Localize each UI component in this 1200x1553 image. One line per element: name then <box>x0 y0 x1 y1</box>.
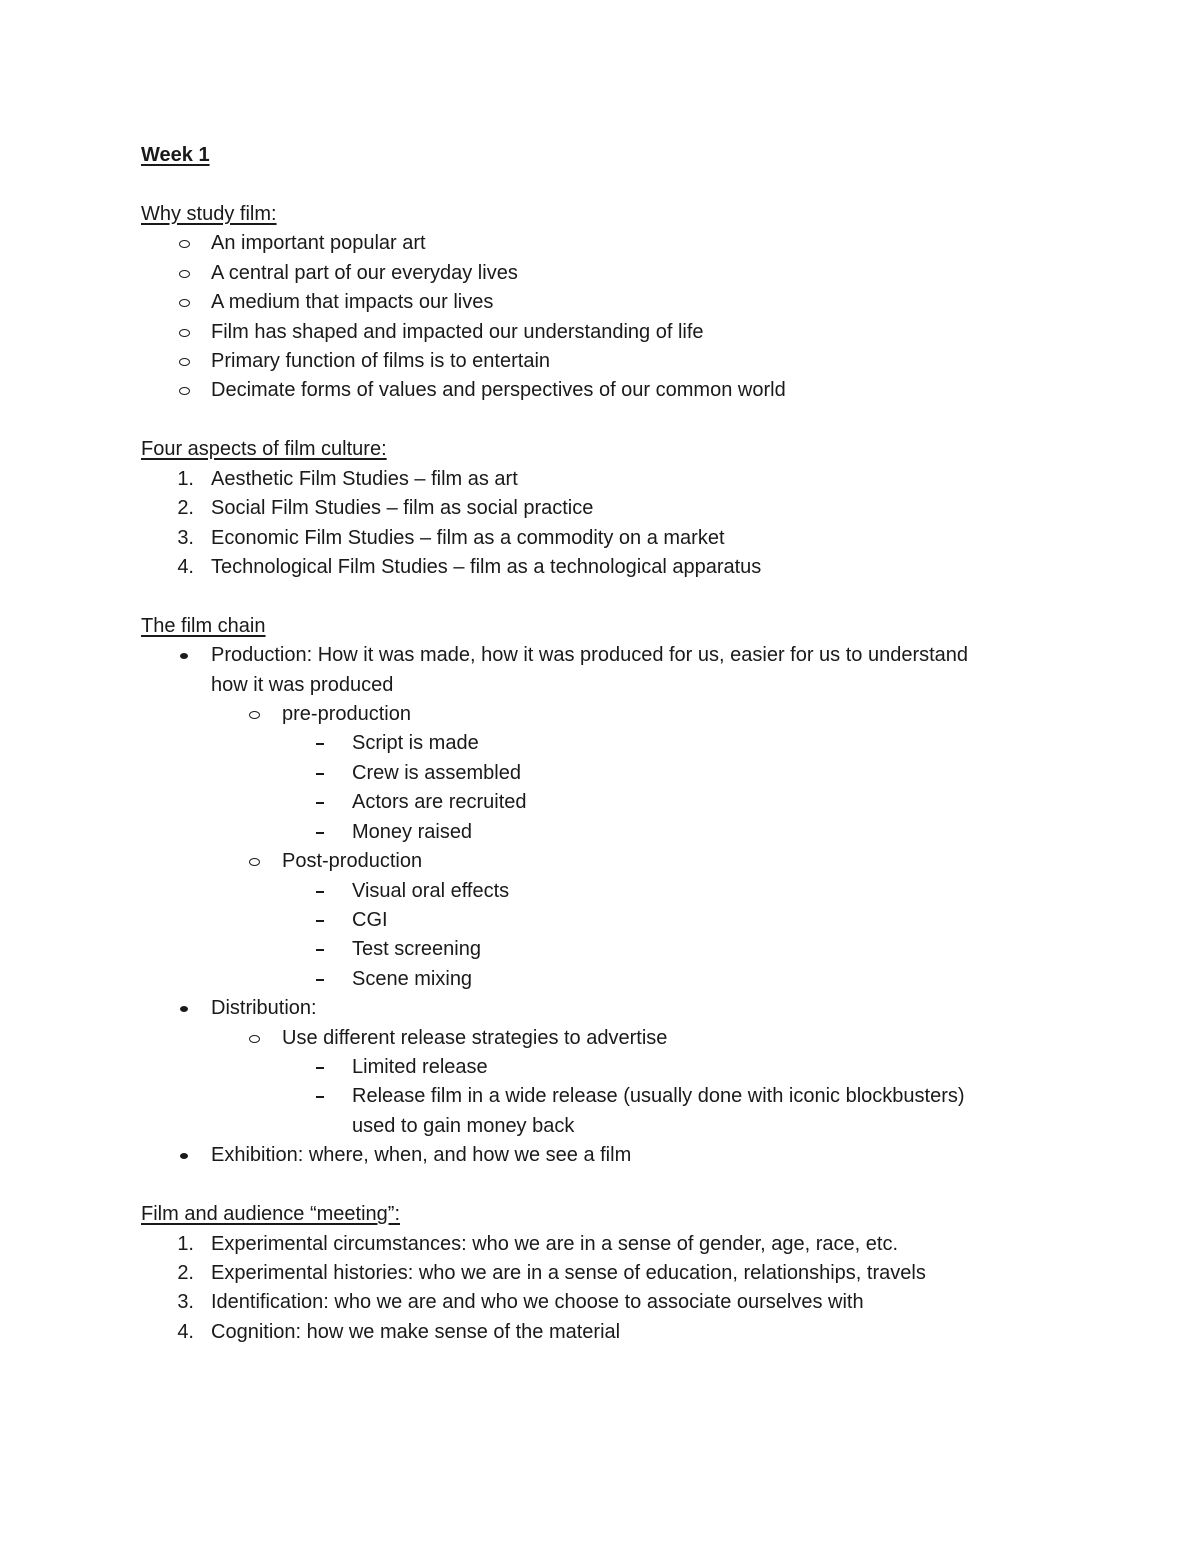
list-item-text: Post-production <box>282 850 423 872</box>
dash-bullet-icon <box>308 876 332 906</box>
dash-bullet-icon <box>308 1052 332 1082</box>
hollow-bullet-icon <box>172 287 196 317</box>
dash-bullet-icon <box>308 728 332 758</box>
list-item-text: Distribution: <box>211 997 317 1019</box>
numbered-item <box>0 523 1200 553</box>
list-item-text: pre-production <box>282 703 411 725</box>
list-item-text: Actors are recruited <box>352 791 527 813</box>
numbered-item <box>0 464 1200 494</box>
list-item-text: Experimental histories: who we are in a sense of education, relationships, travels <box>211 1262 926 1284</box>
numbered-item <box>0 1258 1200 1288</box>
list-item-text: A central part of our everyday lives <box>211 262 518 284</box>
list-item-text: Use different release strategies to advertise <box>282 1027 668 1049</box>
list-item <box>0 699 1200 729</box>
list-item-text: Primary function of films is to entertain <box>211 350 551 372</box>
list-item <box>0 728 1200 758</box>
list-item <box>0 876 1200 906</box>
dash-bullet-icon <box>308 905 332 935</box>
page-title: Week 1 <box>141 144 210 166</box>
dash-bullet-icon <box>308 787 332 817</box>
hollow-bullet-icon <box>172 258 196 288</box>
list-item-text: Production: How it was made, how it was produced for us, easier for us to understand <box>211 644 969 666</box>
list-item <box>0 964 1200 994</box>
list-item <box>0 758 1200 788</box>
hollow-bullet-icon <box>242 1023 266 1053</box>
list-item <box>0 993 1200 1023</box>
list-item-text: Scene mixing <box>352 968 473 990</box>
list-number: 2. <box>177 1262 194 1284</box>
dash-bullet-icon <box>308 817 332 847</box>
list-item <box>0 258 1200 288</box>
list-item <box>0 1140 1200 1170</box>
list-item <box>0 375 1200 405</box>
list-item-text: Technological Film Studies – film as a technological apparatus <box>211 556 762 578</box>
section-heading-aspects: Four aspects of film culture: <box>141 438 387 460</box>
list-item <box>0 287 1200 317</box>
list-item-text: Film has shaped and impacted our understanding of life <box>211 321 704 343</box>
list-item <box>0 346 1200 376</box>
list-item <box>0 934 1200 964</box>
filled-bullet-icon <box>172 993 196 1023</box>
list-item-text: Social Film Studies – film as social practice <box>211 497 594 519</box>
list-item-text: Money raised <box>352 821 473 843</box>
hollow-bullet-icon <box>172 375 196 405</box>
list-item <box>0 1052 1200 1082</box>
list-item-text: used to gain money back <box>352 1115 575 1137</box>
hollow-bullet-icon <box>172 346 196 376</box>
list-item <box>0 317 1200 347</box>
hollow-bullet-icon <box>172 228 196 258</box>
section-heading-line <box>0 1199 1200 1229</box>
numbered-item <box>0 1317 1200 1347</box>
list-number: 3. <box>177 527 194 549</box>
list-item-text: Aesthetic Film Studies – film as art <box>211 468 518 490</box>
list-item-continuation <box>0 1111 1200 1141</box>
hollow-bullet-icon <box>172 317 196 347</box>
list-item-text: CGI <box>352 909 388 931</box>
list-item <box>0 817 1200 847</box>
list-item-text: how it was produced <box>211 674 394 696</box>
list-item-text: Crew is assembled <box>352 762 521 784</box>
filled-bullet-icon <box>172 1140 196 1170</box>
numbered-item <box>0 1229 1200 1259</box>
dash-bullet-icon <box>308 758 332 788</box>
section-heading-chain: The film chain <box>141 615 266 637</box>
list-item-text: An important popular art <box>211 232 426 254</box>
list-item <box>0 228 1200 258</box>
list-item-text: A medium that impacts our lives <box>211 291 494 313</box>
list-item <box>0 640 1200 670</box>
list-item-text: Script is made <box>352 732 479 754</box>
list-item-text: Cognition: how we make sense of the material <box>211 1321 621 1343</box>
list-item-text: Experimental circumstances: who we are in a sense of gender, age, race, etc. <box>211 1233 899 1255</box>
list-item-text: Exhibition: where, when, and how we see a film <box>211 1144 632 1166</box>
list-item <box>0 787 1200 817</box>
filled-bullet-icon <box>172 640 196 670</box>
list-item-text: Limited release <box>352 1056 488 1078</box>
list-item <box>0 1081 1200 1111</box>
hollow-bullet-icon <box>242 699 266 729</box>
numbered-item <box>0 552 1200 582</box>
dash-bullet-icon <box>308 1081 332 1111</box>
list-item-text: Decimate forms of values and perspectives of our common world <box>211 379 786 401</box>
list-number: 3. <box>177 1291 194 1313</box>
section-heading-why: Why study film: <box>141 203 277 225</box>
list-number: 1. <box>177 1233 194 1255</box>
section-heading-meeting: Film and audience “meeting”: <box>141 1203 401 1225</box>
list-item-text: Visual oral effects <box>352 880 510 902</box>
dash-bullet-icon <box>308 964 332 994</box>
list-item <box>0 1023 1200 1053</box>
list-number: 2. <box>177 497 194 519</box>
list-item-text: Identification: who we are and who we choose to associate ourselves with <box>211 1291 864 1313</box>
section-heading-line <box>0 434 1200 464</box>
list-number: 4. <box>177 556 194 578</box>
dash-bullet-icon <box>308 934 332 964</box>
hollow-bullet-icon <box>242 846 266 876</box>
list-number: 1. <box>177 468 194 490</box>
section-heading-line <box>0 199 1200 229</box>
list-number: 4. <box>177 1321 194 1343</box>
section-heading-line <box>0 611 1200 641</box>
list-item-text: Release film in a wide release (usually done with iconic blockbusters) <box>352 1085 965 1107</box>
list-item-continuation <box>0 670 1200 700</box>
numbered-item <box>0 1287 1200 1317</box>
list-item <box>0 846 1200 876</box>
numbered-item <box>0 493 1200 523</box>
list-item <box>0 905 1200 935</box>
title-line <box>0 140 1200 170</box>
list-item-text: Economic Film Studies – film as a commodity on a market <box>211 527 725 549</box>
list-item-text: Test screening <box>352 938 481 960</box>
